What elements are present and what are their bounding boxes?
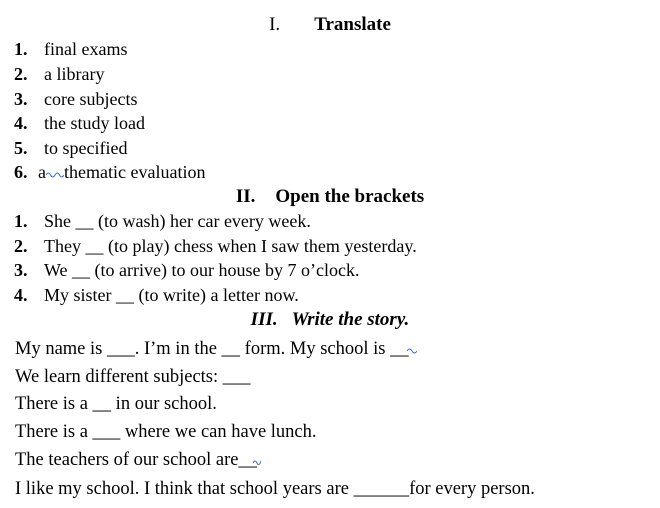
section-1-heading	[0, 14, 660, 36]
list-item	[14, 112, 145, 134]
item-number: 2.	[14, 236, 28, 256]
list-item	[14, 137, 127, 159]
list-item	[14, 235, 417, 257]
item-text: They __ (to play) chess when I saw them yesterday.	[44, 236, 417, 256]
item-number: 2.	[14, 64, 28, 84]
list-item	[14, 161, 205, 183]
item-text: core subjects	[44, 89, 138, 109]
item-text: final exams	[44, 39, 128, 59]
list-item	[14, 88, 137, 110]
item-text: She __ (to wash) her car every week.	[44, 211, 311, 231]
item-text: a library	[44, 64, 105, 84]
item-number: 4.	[14, 285, 28, 305]
section-1-title: Translate	[314, 14, 391, 35]
item-text: We __ (to arrive) to our house by 7 o’clock.	[44, 260, 360, 280]
story-text: My name is ___. I’m in the __ form. My school is __	[15, 339, 409, 359]
section-3-title: Write the story.	[291, 309, 410, 330]
spellcheck-squiggle-icon	[46, 170, 64, 178]
story-line	[15, 393, 217, 415]
item-number: 1.	[14, 211, 28, 231]
section-2-title: Open the brackets	[275, 186, 425, 207]
story-text: The teachers of our school are__	[15, 450, 257, 470]
story-line	[15, 478, 535, 500]
story-text: There is a ___ where we can have lunch.	[15, 422, 317, 442]
list-item	[14, 259, 359, 281]
item-number: 1.	[14, 39, 28, 59]
story-line	[15, 421, 317, 443]
item-number: 4.	[14, 113, 28, 133]
story-line	[15, 338, 417, 360]
section-2-heading	[0, 186, 660, 208]
section-2-roman: II.	[235, 186, 256, 207]
item-number: 5.	[14, 138, 28, 158]
story-text: There is a __ in our school.	[15, 394, 217, 414]
item-text: My sister __ (to write) a letter now.	[44, 285, 299, 305]
section-3-heading	[0, 309, 660, 331]
item-number: 6.	[14, 162, 28, 182]
story-line	[15, 366, 251, 388]
section-1-roman: I.	[269, 14, 281, 35]
item-number: 3.	[14, 260, 28, 280]
story-line	[15, 449, 261, 471]
item-text: the study load	[44, 113, 145, 133]
list-item	[14, 63, 104, 85]
spellcheck-squiggle-icon	[407, 346, 417, 354]
story-text: I like my school. I think that school years are ______for every person.	[15, 479, 535, 499]
story-text: We learn different subjects: ___	[15, 367, 251, 387]
list-item	[14, 210, 311, 232]
list-item	[14, 284, 299, 306]
item-text: to specified	[44, 138, 128, 158]
item-text-a: a	[38, 162, 46, 182]
list-item	[14, 38, 127, 60]
item-text-b: thematic evaluation	[64, 162, 206, 182]
section-3-roman: III.	[250, 309, 278, 330]
item-number: 3.	[14, 89, 28, 109]
spellcheck-squiggle-icon	[253, 457, 261, 465]
